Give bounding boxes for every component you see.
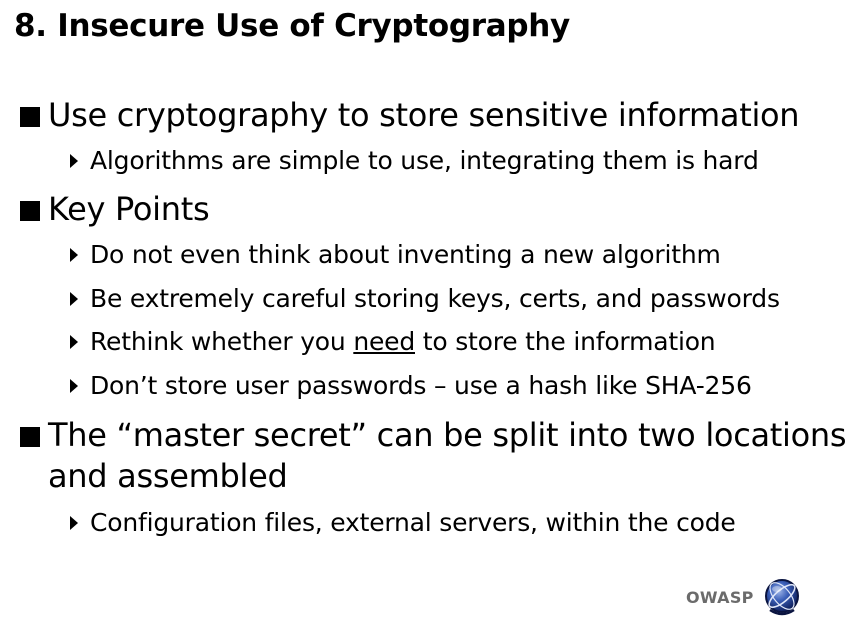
sub-bullet-algorithms: Algorithms are simple to use, integrating them is hard: [90, 146, 759, 175]
triangle-bullet-icon: [70, 292, 78, 306]
square-bullet-icon: [20, 427, 40, 447]
need-underlined-text: need: [353, 327, 415, 356]
triangle-bullet-icon: [70, 248, 78, 262]
sub-bullet-hash-passwords: Don’t store user passwords – use a hash like SHA-256: [90, 371, 752, 400]
bullet-key-points: Key Points: [48, 190, 210, 228]
owasp-brand-label: OWASP: [686, 588, 754, 607]
rethink-after-text: to store the information: [415, 327, 716, 356]
triangle-bullet-icon: [70, 335, 78, 349]
owasp-globe-logo-icon: [763, 577, 801, 619]
sub-bullet-rethink: [90, 326, 715, 358]
rethink-before-text: Rethink whether you: [90, 327, 354, 356]
triangle-bullet-icon: [70, 154, 78, 168]
sub-bullet-no-new-algorithm: Do not even think about inventing a new algorithm: [90, 240, 721, 269]
bullet-master-secret-line1: The “master secret” can be split into two locations: [48, 416, 847, 454]
bullet-use-cryptography: Use cryptography to store sensitive information: [48, 96, 800, 134]
square-bullet-icon: [20, 201, 40, 221]
triangle-bullet-icon: [70, 516, 78, 530]
square-bullet-icon: [20, 107, 40, 127]
triangle-bullet-icon: [70, 379, 78, 393]
slide-title: 8. Insecure Use of Cryptography: [14, 8, 570, 44]
bullet-master-secret-line2: and assembled: [48, 457, 288, 495]
sub-bullet-configuration: Configuration files, external servers, within the code: [90, 508, 736, 537]
sub-bullet-careful-storing: Be extremely careful storing keys, certs, and passwords: [90, 284, 780, 313]
